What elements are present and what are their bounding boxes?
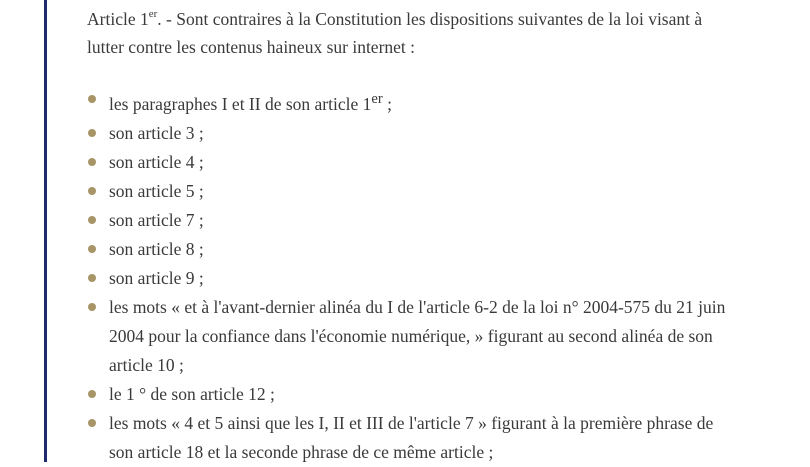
list-item-text: son article 7 ; <box>109 209 204 230</box>
article-intro-text: . - Sont contraires à la Constitution les dispositions suivantes de la loi visant à lutter contre les contenus haineux sur internet : <box>87 9 703 57</box>
bullet-icon <box>88 303 96 311</box>
list-item-text: son article 4 ; <box>109 151 204 172</box>
list-item <box>87 293 727 380</box>
list-item <box>87 380 727 409</box>
bullet-icon <box>88 390 96 398</box>
list-item-text: les mots « et à l'avant-dernier alinéa du I de l'article 6-2 de la loi n° 2004-575 du 21 juin 2004 pour la confiance dans l'économie numérique, » figurant au second alinéa de son article 10 ; <box>109 296 726 375</box>
bullet-icon <box>88 187 96 195</box>
list-item-suffix: ; <box>382 93 392 114</box>
list-item-text: son article 9 ; <box>109 267 204 288</box>
list-item <box>87 177 727 206</box>
list-item-text: son article 5 ; <box>109 180 204 201</box>
list-item-text: son article 3 ; <box>109 122 204 143</box>
bullet-icon <box>88 245 96 253</box>
article-label: Article 1 <box>87 9 149 29</box>
bullet-icon <box>88 274 96 282</box>
bullet-icon <box>88 129 96 137</box>
list-item <box>87 264 727 293</box>
left-border-rule <box>44 0 47 462</box>
article-label-sup: er <box>148 8 158 21</box>
list-item <box>87 235 727 264</box>
list-item <box>87 85 727 119</box>
document-body <box>87 5 727 467</box>
bullet-icon <box>88 158 96 166</box>
list-item-text: les paragraphes I et II de son article 1 <box>109 93 372 114</box>
list-item-text: son article 8 ; <box>109 238 204 259</box>
list-item <box>87 206 727 235</box>
article-intro <box>87 5 727 61</box>
list-item <box>87 148 727 177</box>
bullet-icon <box>88 95 96 103</box>
list-item <box>87 119 727 148</box>
provisions-list <box>87 85 727 467</box>
bullet-icon <box>88 419 96 427</box>
bullet-icon <box>88 216 96 224</box>
list-item-sup: er <box>371 91 383 107</box>
list-item-text: les mots « 4 et 5 ainsi que les I, II et III de l'article 7 » figurant à la première phrase de son article 18 et la seconde phrase de ce même article ; <box>109 412 714 462</box>
list-item-text: le 1 ° de son article 12 ; <box>109 383 275 404</box>
list-item <box>87 409 727 467</box>
